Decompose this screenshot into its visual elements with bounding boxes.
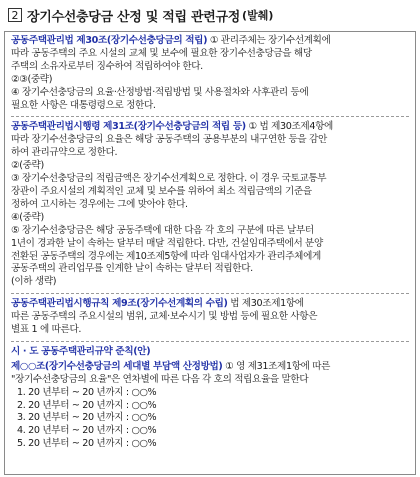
decree-text-line: ④(중략) (11, 211, 44, 223)
decree-text-line: 장관이 주요시설의 계획적인 교체 및 보수를 위하여 최소 적립금액의 기준을 (11, 185, 312, 197)
law-text-line: 따라 공동주택의 주요 시설의 교체 및 보수에 필요한 장기수선충당금을 해당 (11, 47, 312, 59)
decree-text-line: ②(중략) (11, 160, 44, 172)
decree-text-line: 정하여 고시하는 경우에는 그에 맞아야 한다. (11, 198, 188, 210)
rule-text-line: 법 제30조제1항에 (227, 298, 304, 310)
rule-text-line: 따른 공동주택의 주요시설의 범위, 교체·보수시기 및 방법 등에 필요한 사항은 (11, 311, 318, 323)
rule-article-heading: 공동주택관리법시행규칙 제9조(장기수선계획의 수립) (11, 298, 228, 310)
decree-article-31 (11, 121, 409, 289)
bylaw-text-line: "장기수선충당금의 요율"은 연차별에 따른 다음 각 호의 적립요율을 말한다 (11, 373, 309, 385)
rate-item: 5. 20 년부터 ~ 20 년까지 : ○○% (17, 438, 157, 450)
bylaw-section (11, 346, 409, 451)
decree-text-line: ① 법 제30조제4항에 (245, 121, 333, 133)
rate-item: 2. 20 년부터 ~ 20 년까지 : ○○% (17, 399, 157, 411)
bylaw-article-heading: 제○○조(장기수선충당금의 세대별 부담액 산정방법) (11, 360, 223, 372)
decree-text-line: 하여 관리규약으로 정한다. (11, 147, 118, 159)
divider (11, 341, 409, 342)
section-title-note: (발췌) (242, 9, 274, 22)
rule-text-line: 별표 1 에 따른다. (11, 324, 82, 336)
decree-text-line: ③ 장기수선충당금의 적립금액은 장기수선계획으로 정한다. 이 경우 국토교통부 (11, 173, 327, 185)
law-text-line: ④ 장기수선충당금의 요율·산정방법·적립방법 및 사용절차와 사후관리 등에 (11, 86, 309, 98)
decree-article-heading: 공동주택관리법시행령 제31조(장기수선충당금의 적립 등) (11, 121, 246, 133)
section-title: 장기수선충당금 산정 및 적립 관련규정 (27, 9, 241, 25)
law-text-line: ① 관리주체는 장기수선계획에 (207, 35, 331, 46)
bylaw-heading: 시 · 도 공동주택관리규약 준칙(안) (11, 345, 151, 357)
law-article-30 (11, 35, 409, 112)
law-article-heading: 공동주택관리법 제30조(장기수선충당금의 적립) (11, 35, 208, 46)
decree-text-line: ⑤ 장기수선충당금은 해당 공동주택에 대한 다음 각 호의 구분에 따른 날부터 (11, 224, 314, 236)
decree-text-line: 공동주택의 관리업무를 인계한 날이 속하는 달부터 적립한다. (11, 263, 253, 275)
decree-text-line: (이하 생략) (11, 276, 57, 288)
divider (11, 293, 409, 294)
decree-text-line: 1년이 경과한 날이 속하는 달부터 매달 적립한다. 다만, 건설임대주택에서 분양 (11, 237, 323, 249)
section-title-row (8, 3, 416, 27)
rate-item: 3. 20 년부터 ~ 20 년까지 : ○○% (17, 412, 157, 424)
regulations-box (4, 31, 416, 475)
decree-text-line: 따라 장기수선충당금의 요율은 해당 공동주택의 공용부분의 내구연한 등을 감안 (11, 134, 327, 146)
rate-item: 1. 20 년부터 ~ 20 년까지 : ○○% (17, 386, 157, 398)
law-text-line: 필요한 사항은 대통령령으로 정한다. (11, 99, 156, 111)
law-text-line: 주택의 소유자로부터 징수하여 적립하여야 한다. (11, 60, 203, 72)
law-text-line: ②③(중략) (11, 73, 53, 85)
divider (11, 116, 409, 117)
bylaw-text-line: ① 영 제31조제1항에 따른 (222, 360, 331, 372)
section-number: 2 (8, 8, 22, 22)
rule-article-9 (11, 298, 409, 337)
decree-text-line: 전환된 공동주택의 경우에는 제10조제5항에 따라 임대사업자가 관리주체에게 (11, 250, 321, 262)
rate-item: 4. 20 년부터 ~ 20 년까지 : ○○% (17, 425, 157, 437)
